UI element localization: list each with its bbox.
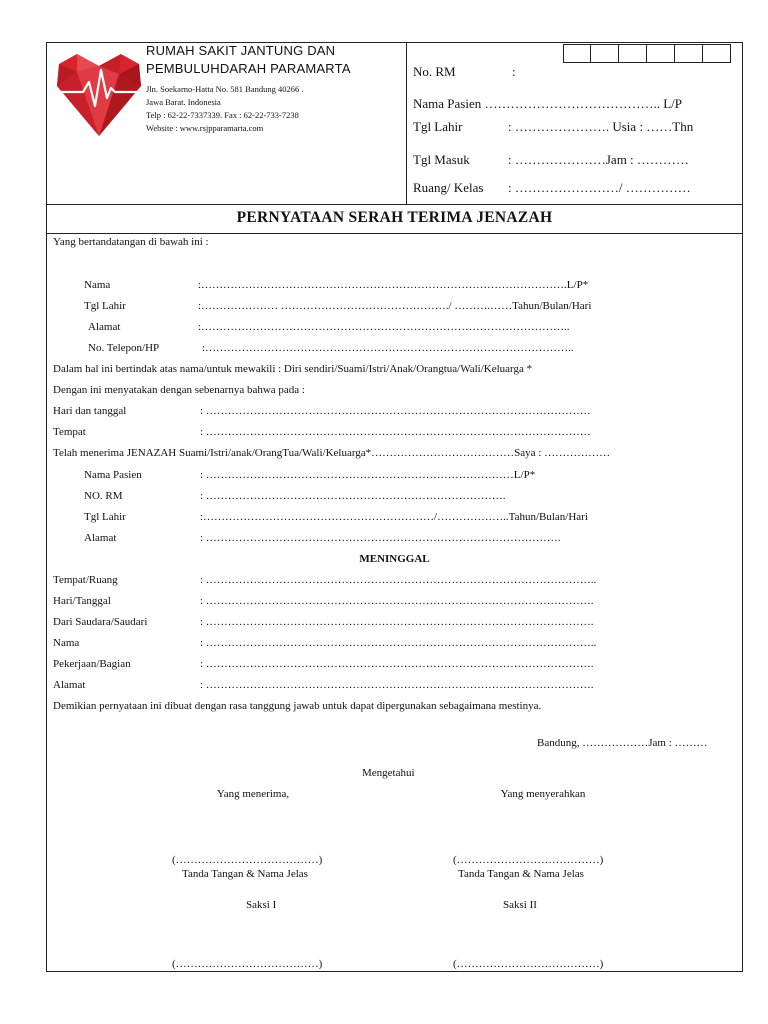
- rm-number-boxes[interactable]: [563, 44, 731, 63]
- title-bottom-rule: [46, 233, 743, 234]
- witness1-signature-blank[interactable]: (…………………………………): [172, 958, 323, 970]
- death-place-label: Tempat/Ruang: [53, 574, 118, 586]
- relative-name-field[interactable]: : ……………………………………………………………………………………………..: [200, 637, 597, 649]
- signer-name-field[interactable]: :……………………………………………………………………………………….L/P*: [198, 279, 589, 291]
- giver-label: Yang menyerahkan: [500, 788, 586, 800]
- birth-date-field[interactable]: : …………………. Usia : ……Thn: [508, 119, 694, 134]
- hospital-phone: Telp : 62-22-7337339. Fax : 62-22-733-7238: [146, 110, 299, 120]
- relative-field[interactable]: : …………………………………………………………………………………………….: [200, 616, 594, 628]
- rm-digit-box[interactable]: [675, 44, 703, 63]
- hospital-name-line2: PEMBULUHDARAH PARAMARTA: [146, 61, 351, 76]
- signer-phone-field[interactable]: :………………………………………………………………………………………..: [202, 342, 574, 354]
- no-rm-label: No. RM: [413, 64, 456, 79]
- rm-digit-box[interactable]: [703, 44, 731, 63]
- signer-address-label: Alamat: [88, 321, 121, 333]
- rm-digit-box[interactable]: [591, 44, 619, 63]
- hospital-name-line1: RUMAH SAKIT JANTUNG DAN: [146, 43, 336, 58]
- death-date-field[interactable]: : …………………………………………………………………………………………….: [200, 595, 594, 607]
- giver-signature-caption: Tanda Tangan & Nama Jelas: [458, 868, 584, 880]
- no-rm-colon: :: [512, 64, 516, 79]
- receiver-signature-blank[interactable]: (…………………………………): [172, 854, 323, 866]
- birth-date-label: Tgl Lahir: [413, 119, 463, 134]
- day-date-label: Hari dan tanggal: [53, 405, 127, 417]
- death-address-field[interactable]: : …………………………………………………………………………………………….: [200, 679, 594, 691]
- signer-address-field[interactable]: :………………………………………………………………………………………..: [198, 321, 570, 333]
- deceased-address-field[interactable]: : …………………………………………………………………………………….: [200, 532, 561, 544]
- signer-birth-label: Tgl Lahir: [84, 300, 126, 312]
- deceased-address-label: Alamat: [84, 532, 117, 544]
- signer-birth-field[interactable]: :………………… ………………………………………./ ……….……Tahun/Bulan/Hari: [198, 300, 592, 312]
- page-title: PERNYATAAN SERAH TERIMA JENAZAH: [236, 209, 553, 226]
- occupation-label: Pekerjaan/Bagian: [53, 658, 131, 670]
- receiver-signature-caption: Tanda Tangan & Nama Jelas: [182, 868, 308, 880]
- witness2-label: Saksi II: [503, 899, 537, 911]
- header-bottom-rule: [46, 204, 743, 205]
- occupation-field[interactable]: : …………………………………………………………………………………………….: [200, 658, 594, 670]
- deceased-rm-field[interactable]: : ……………………………………………………………………….: [200, 490, 506, 502]
- signer-phone-label: No. Telepon/HP: [88, 342, 160, 354]
- death-date-label: Hari/Tanggal: [53, 595, 111, 607]
- deceased-rm-label: NO. RM: [84, 490, 123, 502]
- place-date-field[interactable]: Bandung, ………………Jam : ………: [537, 737, 708, 749]
- rm-digit-box[interactable]: [563, 44, 591, 63]
- hospital-website: Website : www.rsjpparamarta.com: [146, 123, 264, 133]
- room-class-label: Ruang/ Kelas: [413, 180, 484, 195]
- relative-label: Dari Saudara/Saudari: [53, 616, 148, 628]
- representing-text: Dalam hal ini bertindak atas nama/untuk mewakili : Diri sendiri/Suami/Istri/Anak/Orangtua/Wali/Keluarga *: [53, 363, 533, 375]
- room-class-field[interactable]: : ……………………/ ……………: [508, 180, 691, 195]
- received-text[interactable]: Telah menerima JENAZAH Suami/Istri/anak/OrangTua/Wali/Keluarga*…………………………………Saya : ………………: [53, 447, 611, 459]
- receiver-label: Yang menerima,: [216, 788, 290, 800]
- rm-digit-box[interactable]: [647, 44, 675, 63]
- hospital-logo-icon: [53, 52, 145, 138]
- witness1-label: Saksi I: [246, 899, 277, 911]
- patient-name-field[interactable]: Nama Pasien ………………………………….. L/P: [413, 96, 683, 111]
- place-label: Tempat: [53, 426, 86, 438]
- deceased-birth-label: Tgl Lahir: [84, 511, 126, 523]
- deceased-birth-field[interactable]: :………………………………………………………/………………..Tahun/Bulan/Hari: [200, 511, 588, 523]
- closing-text: Demikian pernyataan ini dibuat dengan rasa tanggung jawab untuk dapat dipergunakan sebagaimana mestinya.: [53, 700, 542, 712]
- deceased-name-field[interactable]: : …………………………………………………………………………L/P*: [200, 469, 536, 481]
- death-address-label: Alamat: [53, 679, 86, 691]
- meninggal-heading: MENINGGAL: [359, 553, 430, 565]
- declaration-text: Dengan ini menyatakan dengan sebenarnya bahwa pada :: [53, 384, 305, 396]
- hospital-region: Jawa Barat. Indonesia: [146, 97, 221, 107]
- rm-digit-box[interactable]: [619, 44, 647, 63]
- header-divider: [406, 42, 407, 204]
- death-place-field[interactable]: : ……………………………………………………………………………………………..: [200, 574, 597, 586]
- witness2-signature-blank[interactable]: (…………………………………): [453, 958, 604, 970]
- intro-text: Yang bertandatangan di bawah ini :: [53, 236, 209, 248]
- admission-date-label: Tgl Masuk: [413, 152, 470, 167]
- day-date-field[interactable]: : ……………………………………………………………………………………………: [200, 405, 591, 417]
- hospital-address: Jln. Soekarno-Hatta No. 581 Bandung 40266 .: [146, 84, 304, 94]
- giver-signature-blank[interactable]: (…………………………………): [453, 854, 604, 866]
- admission-date-field[interactable]: : …………………Jam : …………: [508, 152, 689, 167]
- signer-name-label: Nama: [84, 279, 111, 291]
- mengetahui-label: Mengetahui: [362, 767, 415, 779]
- deceased-name-label: Nama Pasien: [84, 469, 142, 481]
- relative-name-label: Nama: [53, 637, 80, 649]
- place-field[interactable]: : ……………………………………………………………………………………………: [200, 426, 591, 438]
